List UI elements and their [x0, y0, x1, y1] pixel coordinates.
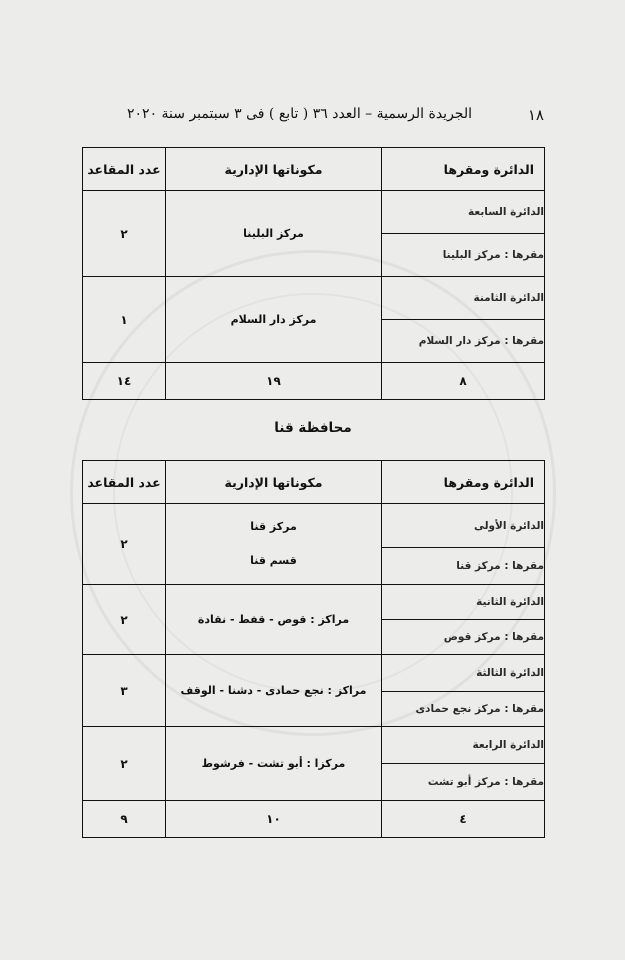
totals-row: [83, 363, 545, 400]
section-title: محافظة قنا: [274, 420, 352, 436]
district-seats: ٣: [83, 655, 166, 727]
table-row: [83, 655, 545, 692]
total-components: ١٩: [166, 363, 382, 400]
district-seat: مقرها : مركز البلينا: [382, 234, 545, 277]
total-seats: ٩: [83, 801, 166, 838]
district-seat: مقرها : مركز دار السلام: [382, 320, 545, 363]
district-components: [166, 655, 382, 727]
district-seats: ٢: [83, 504, 166, 585]
table-header-row: [83, 461, 545, 504]
header-title: الجريدة الرسمية – العدد ٣٦ ( تابع ) فى ٣ سبتمبر سنة ٢٠٢٠: [127, 106, 472, 122]
total-components: ١٠: [166, 801, 382, 838]
col-header-components: مكوناتها الإدارية: [166, 461, 382, 504]
total-seats: ١٤: [83, 363, 166, 400]
district-name: الدائرة الثانية: [382, 585, 545, 620]
table-row: [83, 585, 545, 620]
district-name: الدائرة الأولى: [382, 504, 545, 548]
page-number: ١٨: [527, 106, 544, 124]
component-line: مركز البلينا: [243, 226, 304, 240]
total-districts: ٤: [382, 801, 545, 838]
component-line: قسم قنا: [250, 554, 297, 567]
districts-table-2: [82, 460, 545, 838]
district-components: [166, 277, 382, 363]
district-name: الدائرة الرابعة: [382, 727, 545, 764]
district-seats: ٢: [83, 727, 166, 801]
district-seats: ١: [83, 277, 166, 363]
district-seat: مقرها : مركز نجع حمادى: [382, 692, 545, 727]
component-line: مركزا : أبو تشت - فرشوط: [201, 756, 346, 770]
district-components: [166, 585, 382, 655]
component-line: مركز قنا: [250, 520, 297, 533]
col-header-components: مكوناتها الإدارية: [166, 148, 382, 191]
district-seat: مقرها : مركز قنا: [382, 548, 545, 585]
component-line: مراكز : قوص - قفط - نقادة: [197, 612, 350, 626]
table-row: [83, 191, 545, 234]
district-seats: ٢: [83, 585, 166, 655]
district-components: [166, 191, 382, 277]
total-districts: ٨: [382, 363, 545, 400]
district-seats: ٢: [83, 191, 166, 277]
col-header-seats: عدد المقاعد: [83, 148, 166, 191]
district-name: الدائرة الثالثة: [382, 655, 545, 692]
districts-table-1: [82, 147, 545, 400]
table-row: [83, 504, 545, 548]
district-components: [166, 504, 382, 585]
district-name: الدائرة الثامنة: [382, 277, 545, 320]
table-header-row: [83, 148, 545, 191]
col-header-district: الدائرة ومقرها: [382, 461, 545, 504]
table-row: [83, 277, 545, 320]
col-header-seats: عدد المقاعد: [83, 461, 166, 504]
totals-row: [83, 801, 545, 838]
district-seat: مقرها : مركز أبو تشت: [382, 764, 545, 801]
col-header-district: الدائرة ومقرها: [382, 148, 545, 191]
page-header: [82, 104, 544, 130]
component-line: مركز دار السلام: [230, 312, 317, 326]
district-components: [166, 727, 382, 801]
table-row: [83, 727, 545, 764]
component-line: مراكز : نجع حمادى - دشنا - الوقف: [180, 683, 367, 697]
district-name: الدائرة السابعة: [382, 191, 545, 234]
district-seat: مقرها : مركز قوص: [382, 620, 545, 655]
